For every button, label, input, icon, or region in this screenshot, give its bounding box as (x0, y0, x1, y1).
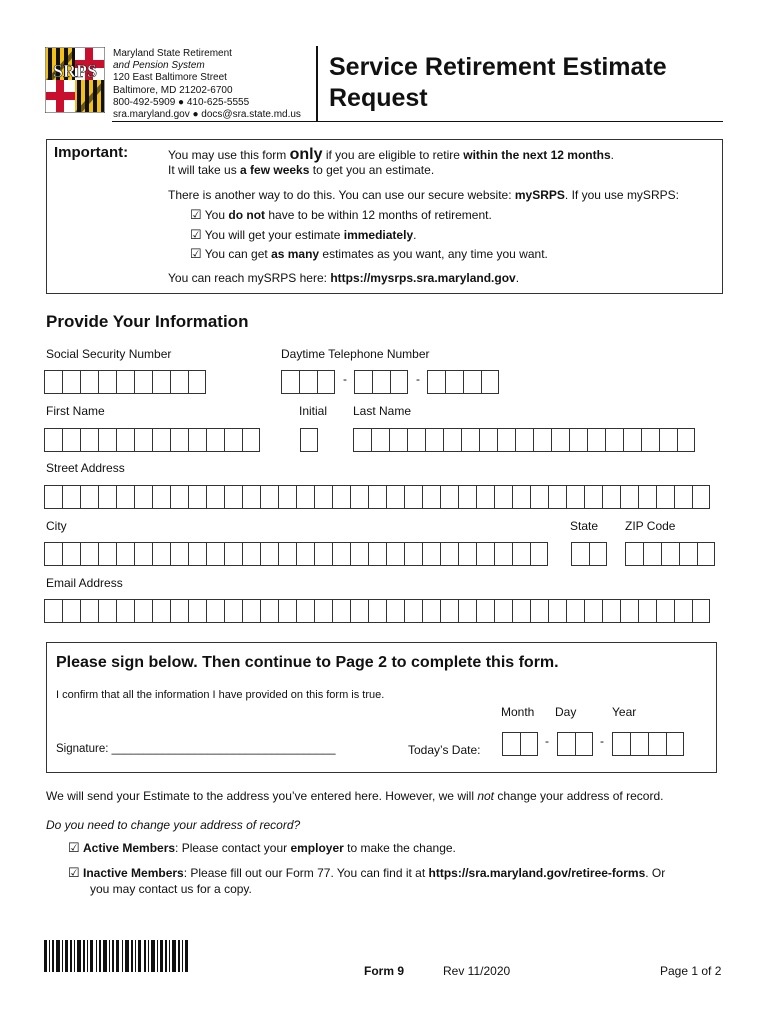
ssn-label: Social Security Number (46, 347, 172, 361)
form-number: Form 9 (364, 964, 405, 978)
last-name-label: Last Name (353, 404, 412, 418)
inactive-members-note-2: you may contact us for a copy. (90, 882, 252, 896)
city-input[interactable] (44, 542, 548, 566)
org-phones: 800-492-5909 ● 410-625-5555 (113, 96, 250, 108)
date-dash: - (545, 734, 549, 748)
logo-text: SRPS (52, 61, 98, 81)
mysrps-link-line: You can reach mySRPS here: https://mysrps.sra.maryland.gov. (168, 271, 520, 285)
initial-input[interactable] (300, 428, 318, 452)
street-label: Street Address (46, 461, 125, 475)
day-label: Day (555, 705, 577, 719)
phone-line-input[interactable] (427, 370, 499, 394)
checkbox-checked-icon: ☑ (68, 840, 80, 855)
phone-area-code-input[interactable] (281, 370, 335, 394)
header-rule (112, 121, 723, 122)
phone-label: Daytime Telephone Number (281, 347, 430, 361)
last-name-input[interactable] (353, 428, 695, 452)
signature-heading: Please sign below. Then continue to Page 2 to complete this form. (56, 654, 559, 671)
inactive-members-note: ☑ Inactive Members: Please fill out our Form 77. You can find it at https://sra.maryland.gov/retiree-forms. Or (68, 865, 666, 880)
checkbox-checked-icon: ☑ (190, 227, 202, 242)
email-label: Email Address (46, 576, 123, 590)
date-month-input[interactable] (502, 732, 538, 756)
mysrps-benefit-3: ☑ You can get as many estimates as you want, any time you want. (190, 246, 548, 261)
organization-address (113, 48, 301, 121)
first-name-input[interactable] (44, 428, 260, 452)
srps-logo (45, 47, 105, 113)
mysrps-link[interactable]: https://mysrps.sra.maryland.gov (330, 271, 516, 285)
address-question: Do you need to change your address of record? (46, 818, 301, 832)
checkbox-checked-icon: ☑ (190, 207, 202, 222)
header-divider (316, 46, 318, 121)
page-number: Page 1 of 2 (660, 964, 722, 978)
year-label: Year (612, 705, 637, 719)
street-address-input[interactable] (44, 485, 710, 509)
confirm-statement: I confirm that all the information I have provided on this form is true. (56, 689, 385, 701)
first-name-label: First Name (46, 404, 105, 418)
ssn-input[interactable] (44, 370, 206, 394)
date-dash: - (600, 734, 604, 748)
important-line-1: You may use this form only if you are eligible to retire within the next 12 months. (168, 146, 614, 163)
address-note: We will send your Estimate to the address you’ve entered here. However, we will not change your address of record. (46, 789, 664, 803)
org-name: Maryland State Retirement (113, 48, 232, 59)
phone-dash: - (343, 372, 347, 386)
active-members-note: ☑ Active Members: Please contact your employer to make the change. (68, 840, 456, 855)
org-web-email: sra.maryland.gov ● docs@sra.state.md.us (113, 109, 301, 121)
todays-date-label: Today’s Date: (408, 743, 481, 757)
retiree-forms-link[interactable]: https://sra.maryland.gov/retiree-forms (428, 866, 646, 880)
section-title: Provide Your Information (46, 312, 249, 331)
email-input[interactable] (44, 599, 710, 623)
org-city: Baltimore, MD 21202-6700 (113, 84, 233, 96)
mysrps-benefit-2: ☑ You will get your estimate immediately. (190, 227, 417, 242)
mysrps-benefit-1: ☑ You do not have to be within 12 months of retirement. (190, 207, 492, 222)
zip-label: ZIP Code (625, 519, 676, 533)
signature-line[interactable]: Signature: ___________________________________ (56, 743, 336, 755)
city-label: City (46, 519, 67, 533)
state-label: State (570, 519, 599, 533)
barcode (44, 940, 188, 972)
revision-date: Rev 11/2020 (443, 964, 511, 978)
important-line-3: There is another way to do this. You can use our secure website: mySRPS. If you use mySRPS: (168, 188, 679, 202)
important-label: Important: (54, 144, 129, 161)
important-line-2: It will take us a few weeks to get you an estimate. (168, 163, 435, 177)
page-title: Service Retirement Estimate Request (329, 53, 667, 112)
zip-input[interactable] (625, 542, 715, 566)
date-day-input[interactable] (557, 732, 593, 756)
date-year-input[interactable] (612, 732, 684, 756)
initial-label: Initial (299, 404, 328, 418)
state-input[interactable] (571, 542, 607, 566)
phone-dash: - (416, 372, 420, 386)
checkbox-checked-icon: ☑ (190, 246, 202, 261)
phone-prefix-input[interactable] (354, 370, 408, 394)
month-label: Month (501, 705, 535, 719)
checkbox-checked-icon: ☑ (68, 865, 80, 880)
org-street: 120 East Baltimore Street (113, 72, 227, 84)
org-name-2: and Pension System (113, 60, 205, 72)
